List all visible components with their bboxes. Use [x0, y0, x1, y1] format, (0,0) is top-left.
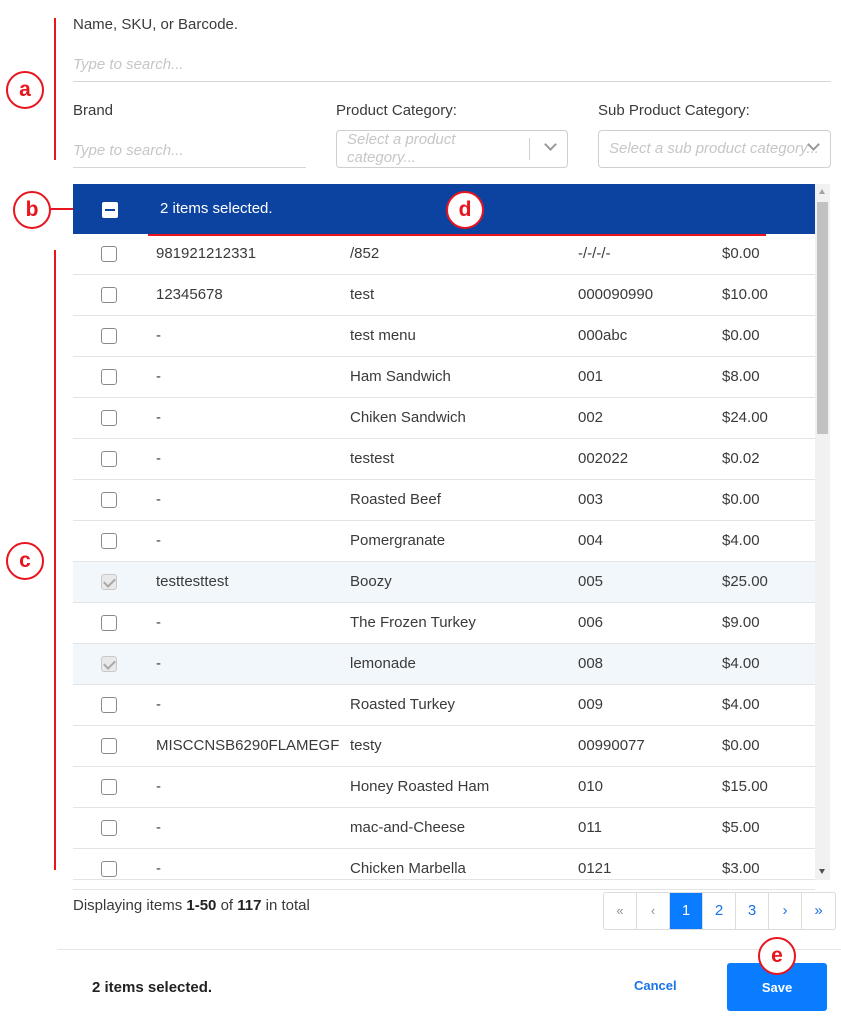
- name-search-label: Name, SKU, or Barcode.: [73, 16, 239, 33]
- pagination-total: 117: [237, 897, 262, 914]
- row-barcode: -: [156, 819, 161, 836]
- annotation-line-c: [54, 250, 56, 870]
- row-name: testest: [350, 450, 395, 467]
- table-row[interactable]: [73, 562, 815, 603]
- row-price: $4.00: [722, 655, 760, 672]
- row-barcode: 12345678: [156, 286, 223, 303]
- table-row[interactable]: [73, 808, 815, 849]
- table-scrollbar[interactable]: [815, 184, 830, 880]
- chevron-down-icon[interactable]: [544, 138, 557, 151]
- pagination-range: 1-50: [186, 897, 217, 914]
- row-name: The Frozen Turkey: [350, 614, 476, 631]
- row-checkbox[interactable]: [101, 451, 117, 467]
- row-sku: 003: [578, 491, 604, 508]
- row-sku: 009: [578, 696, 604, 713]
- row-sku: 0121: [578, 860, 612, 877]
- pagination-info: [73, 897, 310, 914]
- brand-search-input[interactable]: Type to search...: [73, 142, 306, 168]
- row-name: Roasted Beef: [350, 491, 441, 508]
- pagination-of: of: [216, 897, 238, 914]
- row-name: Roasted Turkey: [350, 696, 456, 713]
- annotation-label-d: d: [446, 191, 484, 229]
- annotation-label-c: c: [6, 542, 44, 580]
- table-row[interactable]: [73, 603, 815, 644]
- scroll-down-arrow-icon[interactable]: [819, 869, 825, 874]
- table-row[interactable]: [73, 234, 815, 275]
- row-name: test menu: [350, 327, 416, 344]
- row-barcode: MISCCNSB6290FLAMEGF: [156, 737, 340, 754]
- name-search-input[interactable]: Type to search...: [73, 56, 831, 82]
- annotation-line-a: [54, 18, 56, 160]
- page-2-button[interactable]: 2: [703, 893, 736, 929]
- row-sku: 00990077: [578, 737, 645, 754]
- row-name: mac-and-Cheese: [350, 819, 466, 836]
- row-price: $8.00: [722, 368, 760, 385]
- product-category-placeholder: Select a product category...: [347, 131, 456, 166]
- save-button[interactable]: Save: [727, 963, 827, 1011]
- row-checkbox[interactable]: [101, 697, 117, 713]
- row-name: Honey Roasted Ham: [350, 778, 490, 795]
- table-row[interactable]: [73, 275, 815, 316]
- last-page-button[interactable]: »: [814, 902, 823, 919]
- row-sku: -/-/-/-: [578, 245, 611, 262]
- page-3-button[interactable]: 3: [736, 893, 769, 929]
- row-checkbox[interactable]: [101, 492, 117, 508]
- next-page-button[interactable]: ›: [769, 893, 802, 929]
- brand-label: Brand: [73, 102, 114, 119]
- row-checkbox[interactable]: [101, 574, 117, 590]
- row-checkbox[interactable]: [101, 533, 117, 549]
- scroll-up-arrow-icon[interactable]: [819, 189, 825, 194]
- row-barcode: -: [156, 491, 161, 508]
- product-category-label: Product Category:: [336, 102, 457, 119]
- row-name: test: [350, 286, 375, 303]
- page-1-button[interactable]: 1: [670, 893, 703, 929]
- footer-divider: [57, 949, 841, 950]
- row-checkbox[interactable]: [101, 656, 117, 672]
- pagination: [603, 892, 836, 930]
- row-barcode: -: [156, 614, 161, 631]
- row-sku: 000090990: [578, 286, 654, 303]
- row-barcode: -: [156, 409, 161, 426]
- row-checkbox[interactable]: [101, 820, 117, 836]
- row-price: $15.00: [722, 778, 768, 795]
- sub-product-category-select[interactable]: [598, 130, 831, 168]
- row-name: Chicken Marbella: [350, 860, 466, 877]
- row-price: $5.00: [722, 819, 760, 836]
- row-barcode: -: [156, 860, 161, 877]
- row-sku: 001: [578, 368, 604, 385]
- row-price: $0.00: [722, 245, 760, 262]
- table-row[interactable]: [73, 398, 815, 439]
- pagination-prefix: Displaying items: [73, 897, 187, 914]
- pagination-suffix: in total: [261, 897, 310, 914]
- product-table: [73, 234, 815, 880]
- row-checkbox[interactable]: [101, 287, 117, 303]
- row-barcode: -: [156, 327, 161, 344]
- row-sku: 002: [578, 409, 604, 426]
- product-category-select[interactable]: [336, 130, 568, 168]
- row-sku: 005: [578, 573, 604, 590]
- row-barcode: -: [156, 696, 161, 713]
- row-name: Pomergranate: [350, 532, 446, 549]
- row-sku: 002022: [578, 450, 629, 467]
- table-row[interactable]: [73, 644, 815, 685]
- row-price: $9.00: [722, 614, 760, 631]
- row-name: Chiken Sandwich: [350, 409, 466, 426]
- table-row[interactable]: [73, 767, 815, 808]
- annotation-label-a: a: [6, 71, 44, 109]
- row-barcode: -: [156, 368, 161, 385]
- table-row[interactable]: [73, 357, 815, 398]
- row-name: Ham Sandwich: [350, 368, 451, 385]
- table-row[interactable]: [73, 726, 815, 767]
- row-price: $0.02: [722, 450, 760, 467]
- row-barcode: -: [156, 450, 161, 467]
- row-name: /852: [350, 245, 380, 262]
- select-all-checkbox[interactable]: [102, 202, 118, 218]
- row-price: $25.00: [722, 573, 768, 590]
- row-price: $4.00: [722, 696, 760, 713]
- previous-page-button[interactable]: ‹: [637, 893, 670, 929]
- first-page-button[interactable]: «: [604, 893, 637, 929]
- row-barcode: -: [156, 532, 161, 549]
- row-sku: 011: [578, 819, 602, 836]
- scrollbar-thumb[interactable]: [817, 202, 828, 434]
- annotation-label-e: e: [758, 937, 796, 975]
- annotation-label-b: b: [13, 191, 51, 229]
- row-sku: 004: [578, 532, 604, 549]
- row-name: Boozy: [350, 573, 392, 590]
- row-sku: 006: [578, 614, 604, 631]
- row-sku: 010: [578, 778, 604, 795]
- row-checkbox[interactable]: [101, 246, 117, 262]
- sub-product-category-label: Sub Product Category:: [598, 102, 750, 119]
- row-name: testy: [350, 737, 382, 754]
- row-sku: 000abc: [578, 327, 628, 344]
- table-row[interactable]: [73, 521, 815, 562]
- row-price: $10.00: [722, 286, 768, 303]
- row-checkbox[interactable]: [101, 779, 117, 795]
- table-row[interactable]: [73, 480, 815, 521]
- selection-count-text: 2 items selected.: [160, 200, 273, 217]
- row-barcode: testtesttest: [156, 573, 229, 590]
- selection-header-bar: [73, 184, 815, 234]
- row-checkbox[interactable]: [101, 615, 117, 631]
- row-checkbox[interactable]: [101, 861, 117, 877]
- row-sku: 008: [578, 655, 604, 672]
- footer-selected-count: 2 items selected.: [92, 979, 213, 996]
- row-barcode: 981921212331: [156, 245, 257, 262]
- cancel-button[interactable]: Cancel: [634, 978, 677, 993]
- row-price: $4.00: [722, 532, 760, 549]
- table-row[interactable]: [73, 439, 815, 480]
- row-checkbox[interactable]: [101, 410, 117, 426]
- row-name: lemonade: [350, 655, 416, 672]
- row-barcode: -: [156, 778, 161, 795]
- sub-product-category-placeholder: Select a sub product category...: [609, 140, 819, 157]
- select-separator: [529, 138, 530, 160]
- row-checkbox[interactable]: [101, 328, 117, 344]
- row-price: $0.00: [722, 737, 760, 754]
- row-barcode: -: [156, 655, 161, 672]
- row-price: $24.00: [722, 409, 768, 426]
- table-row[interactable]: [73, 685, 815, 726]
- row-checkbox[interactable]: [101, 738, 117, 754]
- row-price: $0.00: [722, 327, 760, 344]
- row-price: $0.00: [722, 491, 760, 508]
- row-price: $3.00: [722, 860, 760, 877]
- row-checkbox[interactable]: [101, 369, 117, 385]
- table-row[interactable]: [73, 316, 815, 357]
- table-row[interactable]: [73, 849, 815, 890]
